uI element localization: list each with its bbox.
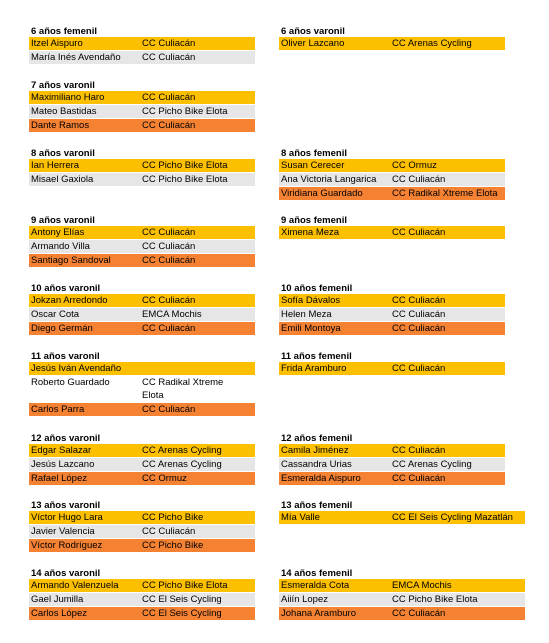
result-row-1st — [29, 511, 255, 525]
result-row-1st — [29, 444, 255, 458]
rider-name: Armando Valenzuela — [31, 580, 119, 591]
rider-name: Javier Valencia — [31, 526, 95, 537]
rider-name: Camila Jiménez — [281, 445, 349, 456]
club-name: CC Culiacán — [392, 445, 446, 456]
rider-name: Susan Cerecer — [281, 160, 345, 171]
club-name: CC Culiacán — [142, 92, 196, 103]
result-row-1st — [279, 579, 525, 593]
category-title: 10 años femenil — [281, 283, 353, 294]
rider-name: Carlos López — [31, 608, 87, 619]
result-row-3rd — [279, 607, 525, 621]
club-name: CC Culiacán — [392, 608, 446, 619]
result-row-2nd — [29, 376, 255, 403]
category-title: 9 años varonil — [31, 215, 95, 226]
rider-name: Misael Gaxiola — [31, 174, 94, 185]
category-8-varonil — [29, 148, 255, 187]
club-name: CC Picho Bike Elota — [142, 174, 228, 185]
rider-name: Dante Ramos — [31, 120, 90, 131]
club-name: CC Culiacán — [392, 309, 446, 320]
club-name: CC Culiacán — [142, 404, 196, 415]
rider-name: Diego Germán — [31, 323, 93, 334]
category-title: 6 años varonil — [281, 26, 345, 37]
rider-name: Víctor Hugo Lara — [31, 512, 103, 523]
club-name: CC Arenas Cycling — [392, 38, 472, 49]
club-name: CC Culiacán — [142, 255, 196, 266]
result-row-1st — [29, 362, 255, 376]
rider-name: Esmeralda Aispuro — [281, 473, 361, 484]
category-title: 12 años femenil — [281, 433, 353, 444]
club-name: CC Arenas Cycling — [392, 459, 472, 470]
club-name: CC Ormuz — [142, 473, 187, 484]
category-title: 13 años varonil — [31, 500, 101, 511]
club-name: CC Culiacán — [392, 363, 446, 374]
result-row-1st — [279, 362, 505, 376]
club-name: CC Picho Bike Elota — [392, 594, 478, 605]
result-row-2nd — [29, 240, 255, 254]
result-row-1st — [29, 91, 255, 105]
club-name: CC Picho Bike — [142, 512, 204, 523]
club-name — [140, 362, 255, 375]
rider-name: María Inés Avendaño — [31, 52, 121, 63]
club-name: CC Culiacán — [142, 38, 196, 49]
club-name: CC Culiacán — [142, 120, 196, 131]
rider-name: Oliver Lazcano — [281, 38, 345, 49]
category-title: 13 años femenil — [281, 500, 353, 511]
club-name: CC El Seis Cycling Mazatlán — [392, 512, 513, 523]
result-row-3rd — [29, 322, 255, 336]
category-title: 14 años femenil — [281, 568, 353, 579]
club-name: CC Culiacán — [392, 295, 446, 306]
result-row-2nd — [279, 173, 505, 187]
rider-name: Jesús Lazcano — [31, 459, 95, 470]
rider-name: Johana Aramburo — [281, 608, 356, 619]
category-12-varonil — [29, 433, 255, 486]
result-row-2nd — [279, 593, 525, 607]
rider-name: Jesús Iván Avendaño — [31, 363, 122, 374]
result-row-3rd — [29, 254, 255, 268]
result-row-1st — [279, 511, 525, 525]
rider-name: Gael Jumilla — [31, 594, 84, 605]
category-title: 10 años varonil — [31, 283, 101, 294]
club-name: CC Culiacán — [142, 295, 196, 306]
club-name: CC Culiacán — [142, 227, 196, 238]
result-row-2nd — [279, 308, 505, 322]
category-title: 6 años femenil — [31, 26, 97, 37]
club-name: CC Culiacán — [142, 241, 196, 252]
club-name: CC Culiacán — [392, 227, 446, 238]
rider-name: Emili Montoya — [281, 323, 341, 334]
rider-name: Aiiín Lopez — [281, 594, 329, 605]
club-name: CC El Seis Cycling — [142, 608, 222, 619]
rider-name: Maximiliano Haro — [31, 92, 105, 103]
category-title: 11 años femenil — [281, 351, 352, 362]
category-6-varonil — [279, 26, 505, 51]
category-title: 8 años femenil — [281, 148, 347, 159]
result-row-3rd — [29, 403, 255, 417]
rider-name: Edgar Salazar — [31, 445, 92, 456]
category-11-femenil — [279, 351, 505, 376]
result-row-2nd — [29, 51, 255, 65]
club-name: CC Radikal Xtreme Elota — [392, 188, 498, 199]
rider-name: Oscar Cota — [31, 309, 80, 320]
category-title: 11 años varonil — [31, 351, 100, 362]
result-row-3rd — [29, 119, 255, 133]
category-13-varonil — [29, 500, 255, 553]
rider-name: Ian Herrera — [31, 160, 80, 171]
result-row-2nd — [279, 458, 505, 472]
rider-name: Sofía Dávalos — [281, 295, 341, 306]
result-row-2nd — [29, 458, 255, 472]
category-title: 8 años varonil — [31, 148, 95, 159]
result-row-1st — [279, 226, 505, 240]
result-row-1st — [29, 579, 255, 593]
rider-name: Mía Valle — [281, 512, 320, 523]
result-row-1st — [29, 159, 255, 173]
rider-name: Helen Meza — [281, 309, 332, 320]
category-12-femenil — [279, 433, 505, 486]
result-row-1st — [29, 226, 255, 240]
club-name: CC Radikal Xtreme Elota — [142, 377, 224, 401]
rider-name: Frida Aramburo — [281, 363, 347, 374]
category-title: 12 años varonil — [31, 433, 101, 444]
club-name: CC Picho Bike Elota — [142, 106, 228, 117]
rider-name: Armando Villa — [31, 241, 90, 252]
category-7-varonil — [29, 80, 255, 133]
category-title: 14 años varonil — [31, 568, 101, 579]
club-name: CC Culiacán — [392, 174, 446, 185]
result-row-3rd — [279, 472, 505, 486]
result-row-1st — [279, 444, 505, 458]
rider-name: Ana Victoria Langarica — [281, 174, 377, 185]
club-name: CC Culiacán — [392, 473, 446, 484]
result-row-2nd — [29, 593, 255, 607]
category-14-varonil — [29, 568, 255, 621]
club-name: CC Arenas Cycling — [142, 459, 222, 470]
club-name: CC Picho Bike Elota — [142, 160, 228, 171]
rider-name: Mateo Bastidas — [31, 106, 97, 117]
rider-name: Roberto Guardado — [31, 377, 110, 388]
rider-name: Carlos Parra — [31, 404, 85, 415]
rider-name: Antony Elías — [31, 227, 85, 238]
club-name: EMCA Mochis — [392, 580, 452, 591]
result-row-2nd — [29, 105, 255, 119]
category-title: 7 años varonil — [31, 80, 95, 91]
club-name: CC Culiacán — [142, 526, 196, 537]
result-row-3rd — [29, 472, 255, 486]
result-row-2nd — [29, 173, 255, 187]
category-9-varonil — [29, 215, 255, 268]
category-10-femenil — [279, 283, 505, 336]
rider-name: Víctor Rodríguez — [31, 540, 103, 551]
rider-name: Jokzan Arredondo — [31, 295, 108, 306]
category-14-femenil — [279, 568, 525, 621]
result-row-3rd — [279, 322, 505, 336]
rider-name: Itzel Aispuro — [31, 38, 83, 49]
category-title: 9 años femenil — [281, 215, 347, 226]
result-row-1st — [279, 37, 505, 51]
result-row-3rd — [29, 539, 255, 553]
result-row-2nd — [29, 525, 255, 539]
club-name: CC Culiacán — [142, 323, 196, 334]
club-name: CC Arenas Cycling — [142, 445, 222, 456]
result-row-3rd — [29, 607, 255, 621]
category-13-femenil — [279, 500, 525, 525]
result-row-1st — [29, 294, 255, 308]
rider-name: Esmeralda Cota — [281, 580, 350, 591]
club-name: CC Ormuz — [392, 160, 437, 171]
rider-name: Santiago Sandoval — [31, 255, 111, 266]
category-11-varonil — [29, 351, 255, 417]
club-name: CC Picho Bike — [142, 540, 204, 551]
club-name: CC El Seis Cycling — [142, 594, 222, 605]
rider-name: Cassandra Urias — [281, 459, 352, 470]
category-9-femenil — [279, 215, 505, 240]
club-name: CC Culiacán — [142, 52, 196, 63]
category-10-varonil — [29, 283, 255, 336]
club-name: EMCA Mochis — [142, 309, 202, 320]
rider-name: Viridiana Guardado — [281, 188, 363, 199]
result-row-2nd — [29, 308, 255, 322]
rider-name: Rafael López — [31, 473, 87, 484]
club-name: CC Culiacán — [392, 323, 446, 334]
category-6-femenil — [29, 26, 255, 65]
category-8-femenil — [279, 148, 505, 201]
club-name: CC Picho Bike Elota — [142, 580, 228, 591]
result-row-1st — [29, 37, 255, 51]
result-row-3rd — [279, 187, 505, 201]
result-row-1st — [279, 294, 505, 308]
result-row-1st — [279, 159, 505, 173]
rider-name: Ximena Meza — [281, 227, 340, 238]
